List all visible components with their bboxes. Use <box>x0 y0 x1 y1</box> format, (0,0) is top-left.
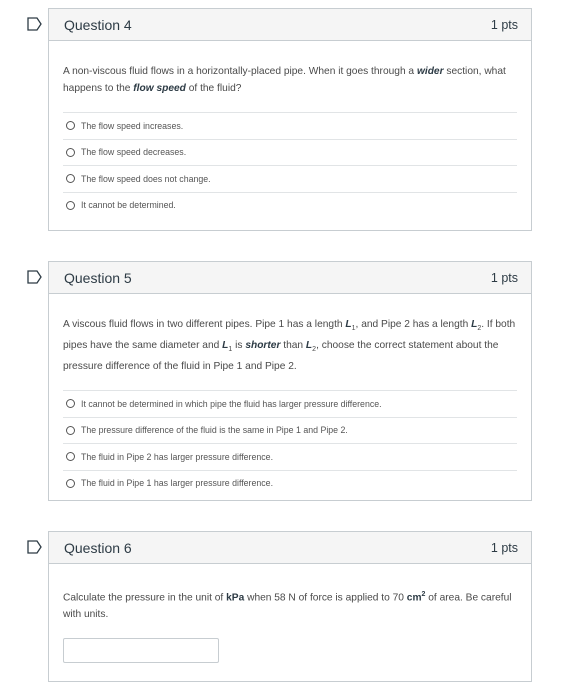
question-header <box>49 9 531 41</box>
radio-button[interactable] <box>66 399 75 408</box>
answer-label: The pressure difference of the fluid is the same in Pipe 1 and Pipe 2. <box>81 425 348 436</box>
question-title: Question 5 <box>64 269 132 286</box>
radio-button[interactable] <box>66 121 75 130</box>
answer-option[interactable] <box>63 165 517 192</box>
question-card <box>48 8 532 231</box>
question-title: Question 4 <box>64 16 132 33</box>
radio-button[interactable] <box>66 426 75 435</box>
question-body <box>49 41 531 218</box>
question-text: Calculate the pressure in the unit of kPa when 58 N of force is applied to 70 $cm^2$ of area. Be careful with units. <box>63 591 512 621</box>
radio-button[interactable] <box>66 452 75 461</box>
question-points: 1 pts <box>490 270 518 285</box>
answer-label: It cannot be determined in which pipe the fluid has larger pressure difference. <box>81 398 382 409</box>
answer-label: The fluid in Pipe 1 has larger pressure difference. <box>81 478 274 489</box>
answer-label: It cannot be determined. <box>81 200 176 211</box>
radio-button[interactable] <box>66 148 75 157</box>
question-text: A viscous fluid flows in two different pipes. Pipe 1 has a length $L_1$, and Pipe 2 has a length $L_2$. If both pipes have the same diameter and $L_1$ is shorter than $L_2$, choose the correct statement about the pressure difference of the fluid in Pipe 1 and Pipe 2. <box>63 319 516 373</box>
question-text: A non-viscous fluid flows in a horizontally-placed pipe. When it goes through a wider section, what happens to the flow speed of the fluid? <box>63 66 506 94</box>
answer-option[interactable] <box>63 112 517 139</box>
flag-outline-icon[interactable] <box>27 540 42 554</box>
question-card <box>48 261 532 501</box>
answer-option[interactable] <box>63 417 517 444</box>
radio-button[interactable] <box>66 201 75 210</box>
question-card <box>48 531 532 682</box>
question-header <box>49 532 531 564</box>
question-body <box>49 294 531 496</box>
answer-option[interactable] <box>63 390 517 417</box>
question-points: 1 pts <box>490 17 518 32</box>
question-header <box>49 262 531 294</box>
question-title: Question 6 <box>64 539 132 556</box>
answer-option[interactable] <box>63 139 517 166</box>
answer-list <box>63 112 517 218</box>
question-body <box>49 564 531 663</box>
answer-label: The fluid in Pipe 2 has larger pressure difference. <box>81 451 274 462</box>
answer-label: The flow speed increases. <box>81 120 184 131</box>
flag-outline-icon[interactable] <box>27 17 42 31</box>
answer-label: The flow speed does not change. <box>81 173 211 184</box>
answer-option[interactable] <box>63 470 517 497</box>
radio-button[interactable] <box>66 479 75 488</box>
question-points: 1 pts <box>490 540 518 555</box>
answer-option[interactable] <box>63 443 517 470</box>
flag-outline-icon[interactable] <box>27 270 42 284</box>
answer-label: The flow speed decreases. <box>81 147 187 158</box>
answer-option[interactable] <box>63 192 517 219</box>
answer-input[interactable] <box>63 638 219 663</box>
answer-list <box>63 390 517 496</box>
radio-button[interactable] <box>66 174 75 183</box>
